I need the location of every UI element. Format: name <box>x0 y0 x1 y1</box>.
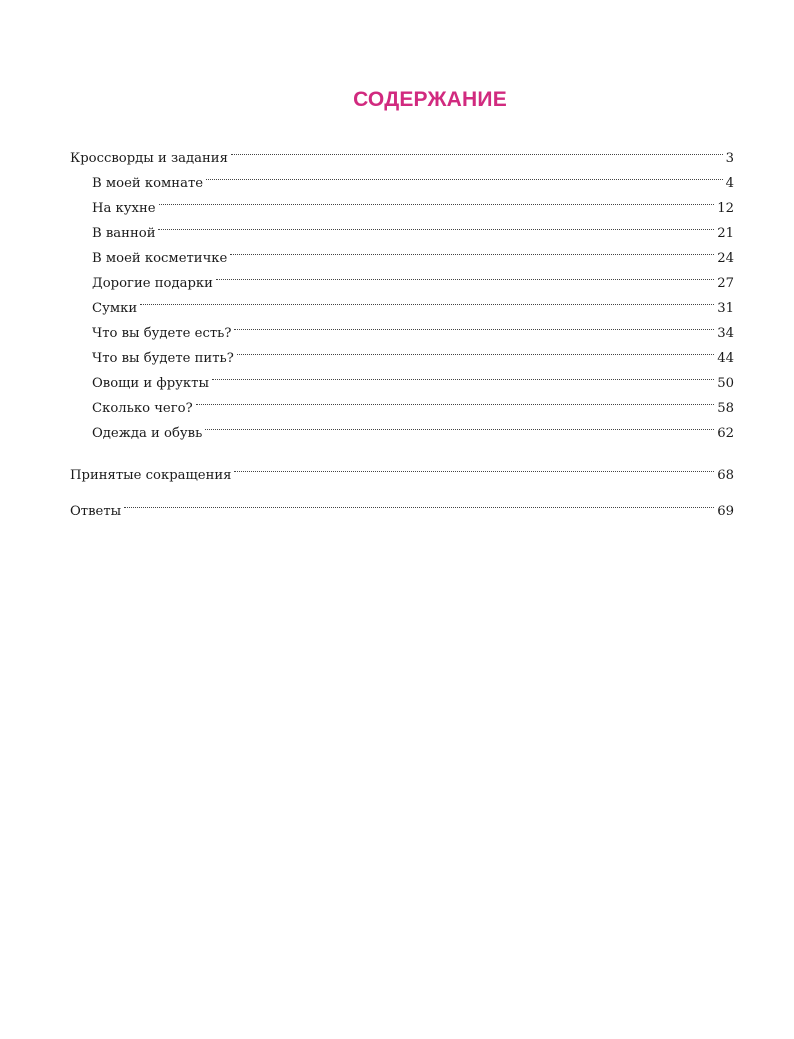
toc-entry[interactable] <box>70 287 734 316</box>
toc-entry[interactable] <box>70 454 734 483</box>
toc-entry-label: В моей косметичке <box>92 251 228 266</box>
toc-entry-page: 12 <box>717 201 734 216</box>
dot-leader <box>231 137 723 162</box>
toc-entry[interactable] <box>70 312 734 341</box>
dot-leader <box>230 237 714 262</box>
dot-leader <box>216 262 714 287</box>
toc-entry-page: 24 <box>717 251 734 266</box>
toc-entry-label: Сколько чего? <box>92 401 193 416</box>
toc-entry-label: Одежда и обувь <box>92 426 203 441</box>
toc-entry-label: Что вы будете есть? <box>92 326 232 341</box>
toc-entry-label: В ванной <box>92 226 156 241</box>
dot-leader <box>212 362 714 387</box>
toc-entry-page: 34 <box>717 326 734 341</box>
toc-entry-label: Принятые сокращения <box>70 468 232 483</box>
toc-entry[interactable] <box>70 212 734 241</box>
toc-entry-label: В моей комнате <box>92 176 204 191</box>
dot-leader <box>158 212 714 237</box>
toc-entry[interactable] <box>70 137 734 166</box>
toc-entry-label: Кроссворды и задания <box>70 151 228 166</box>
toc-entry-page: 4 <box>725 176 734 191</box>
page-title: СОДЕРЖАНИЕ <box>353 88 507 111</box>
dot-leader <box>237 337 714 362</box>
toc-entry-page: 62 <box>717 426 734 441</box>
toc-entry-page: 27 <box>717 276 734 291</box>
toc-entry-label: Что вы будете пить? <box>92 351 234 366</box>
toc-entry-label: Сумки <box>92 301 138 316</box>
toc-entry-page: 58 <box>717 401 734 416</box>
toc-entry-page: 50 <box>717 376 734 391</box>
dot-leader <box>140 287 714 312</box>
toc-entry-page: 31 <box>717 301 734 316</box>
toc-entry-page: 68 <box>717 468 734 483</box>
dot-leader <box>159 187 715 212</box>
table-of-contents <box>70 137 734 519</box>
toc-entry-label: На кухне <box>92 201 156 216</box>
toc-entry[interactable] <box>70 187 734 216</box>
dot-leader <box>234 312 714 337</box>
dot-leader <box>124 490 714 515</box>
dot-leader <box>205 412 714 437</box>
toc-entry-label: Ответы <box>70 504 122 519</box>
dot-leader <box>234 454 714 479</box>
toc-entry-page: 69 <box>717 504 734 519</box>
toc-entry-page: 44 <box>717 351 734 366</box>
toc-entry-label: Овощи и фрукты <box>92 376 209 391</box>
toc-entry[interactable] <box>70 237 734 266</box>
toc-entry[interactable] <box>70 490 734 519</box>
toc-entry-page: 3 <box>725 151 734 166</box>
toc-entry-page: 21 <box>717 226 734 241</box>
toc-entry-label: Дорогие подарки <box>92 276 213 291</box>
dot-leader <box>196 387 715 412</box>
dot-leader <box>206 162 723 187</box>
